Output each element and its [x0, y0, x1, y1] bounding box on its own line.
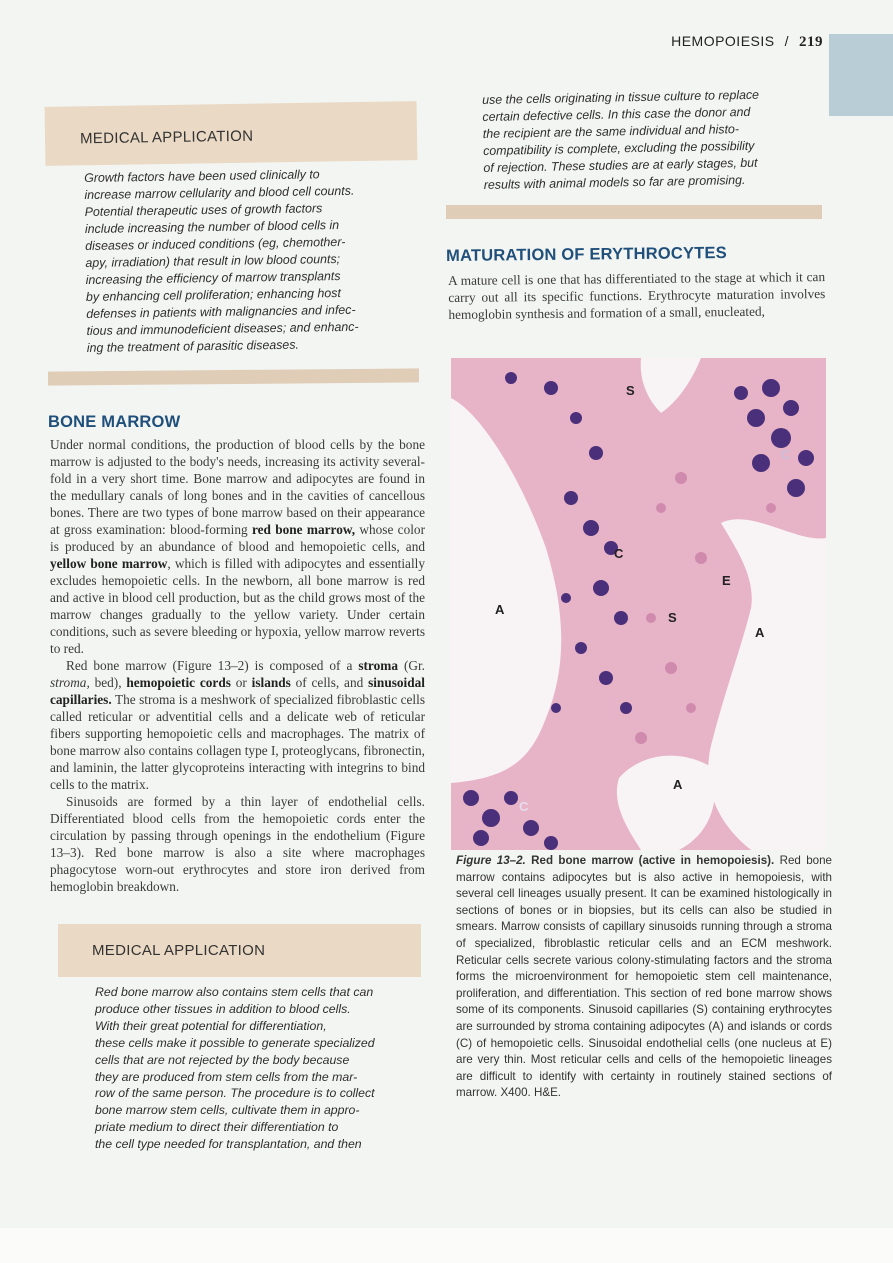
figure-label-cord: C [614, 546, 624, 561]
figure-label-cord: C [781, 447, 791, 462]
term-stroma: stroma [358, 658, 398, 673]
text-line: defenses in patients with malignancies and infec- [86, 302, 356, 321]
text-run: or [230, 675, 252, 690]
text-run: of cells, and [290, 675, 369, 690]
bone-marrow-body [50, 436, 425, 895]
text-line: priate medium to direct their differentiation to [95, 1120, 339, 1135]
term-greek-stroma: stroma, [50, 675, 90, 690]
header-separator: / [784, 33, 789, 49]
text-run: Under normal conditions, the production of blood cells by the bone marrow is adjusted to the body's needs, increasing its activity several-fold in a very short time. Bone marrow and adipocytes are found in the medullary canals of long bones and in the cavities of cancellous bones. There are two types of bone marrow based on their appearance at gross examination: blood-forming [50, 437, 425, 537]
medical-application-box-1 [45, 101, 418, 166]
micrograph-red-bone-marrow [451, 358, 826, 850]
text-line: With their great potential for differentiation, [95, 1018, 327, 1033]
text-run: , which is filled with adipocytes and essentially excludes hemopoietic cells. In the newborn, all bone marrow is red and active in blood cell production, but as the child grows most of the marrow changes gradually to the yellow variety. Under certain conditions, such as severe bleeding or hypoxia, yellow marrow reverts to red. [50, 556, 425, 656]
term-hemopoietic-cords: hemopoietic cords [126, 675, 231, 690]
text-run: bed), [89, 675, 127, 690]
medical-application-end-bar-1 [48, 368, 419, 385]
medical-application-box-2 [58, 924, 421, 977]
figure-title: Red bone marrow (active in hemopoiesis). [531, 854, 775, 867]
paragraph: Sinusoids are formed by a thin layer of endothelial cells. Differentiated blood cells from the hemopoietic cords enter the circulation by passing through openings in the endothelium (Figure 13–3). Red bone marrow is also a site where macrophages phagocytose worn-out erythrocytes and store iron derived from hemoglobin breakdown. [50, 794, 425, 894]
text-run: whose color is produced by an abundance of blood and hemopoietic cells, and [50, 522, 425, 554]
text-line: compatibility is complete, excluding the possibility [482, 138, 755, 158]
figure-label-sinusoid: S [668, 610, 677, 625]
text-line: certain defective cells. In this case the donor and [482, 104, 751, 124]
text-line: the recipient are the same individual and histo- [482, 122, 740, 141]
medical-application-end-bar-2 [446, 205, 822, 219]
text-line: ing the treatment of parasitic diseases. [86, 337, 300, 355]
text-line: they are produced from stem cells from the mar- [95, 1069, 358, 1084]
running-title: HEMOPOIESIS [671, 33, 775, 49]
text-line: diseases or induced conditions (eg, chemother- [85, 234, 346, 253]
text-line: Red bone marrow also contains stem cells that can [95, 985, 374, 999]
text-line: produce other tissues in addition to blood cells. [95, 1001, 351, 1016]
term-sinusoidal-capillaries: sinusoidal capillaries. [50, 675, 425, 707]
medical-application-heading-2: MEDICAL APPLICATION [92, 942, 266, 959]
section-heading-maturation: MATURATION OF ERYTHROCYTES [446, 244, 727, 265]
term-islands: islands [251, 675, 291, 690]
text-run: Red bone marrow (Figure 13–2) is composed of a [66, 658, 359, 673]
text-line: bone marrow stem cells, cultivate them in appro- [95, 1103, 360, 1118]
figure-label-adipocyte: A [755, 625, 765, 640]
text-line: results with animal models so far are promising. [483, 172, 746, 192]
text-line: increasing the efficiency of marrow transplants [85, 268, 341, 287]
medical-application-heading-1: MEDICAL APPLICATION [79, 127, 254, 148]
figure-label-endothelial-cell: E [722, 573, 731, 588]
text-run: The stroma is a meshwork of specialized fibroblastic cells called reticular or adventitial cells and a delicate web of reticular fibers supporting hemopoietic cells and macrophages. The matrix of bone marrow also contains collagen type I, proteoglycans, fibronectin, and laminin, the latter glycoproteins interacting with integrins to bind cells to the matrix. [50, 692, 425, 792]
text-line: cells that are not rejected by the body because [95, 1052, 350, 1067]
text-line: the cell type needed for transplantation, and then [95, 1137, 362, 1152]
page-number: 219 [799, 34, 823, 50]
text-line: include increasing the number of blood cells in [84, 218, 340, 236]
paragraph [50, 657, 425, 793]
term-yellow-bone-marrow: yellow bone marrow [50, 556, 168, 571]
medical-application-continued [482, 87, 761, 194]
text-line: apy, irradiation) that result in low blood counts; [85, 251, 341, 270]
medical-application-text-2 [95, 984, 375, 1153]
text-line: row of the same person. The procedure is to collect [95, 1086, 375, 1101]
text-line: increase marrow cellularity and blood cell counts. [84, 183, 355, 202]
figure-caption [456, 853, 832, 1102]
figure-label-adipocyte: A [673, 777, 683, 792]
figure-label-adipocyte: A [495, 602, 505, 617]
figure-number: Figure 13–2. [456, 854, 526, 867]
term-red-bone-marrow: red bone marrow, [251, 522, 356, 537]
medical-application-text-1 [84, 166, 359, 357]
text-line: Potential therapeutic uses of growth factors [84, 201, 323, 219]
chapter-tab [829, 34, 893, 116]
maturation-body: A mature cell is one that has differentiated to the stage at which it can carry out all its specific functions. Erythrocyte maturation involves hemoglobin synthesis and formation of a small, enucleated, [448, 269, 826, 322]
text-line: Growth factors have been used clinically to [84, 167, 320, 185]
paragraph [50, 436, 425, 657]
running-header [671, 33, 823, 51]
figure-caption-text: Red bone marrow contains adipocytes but is also active in hemopoiesis, with several cell lineages usually present. It can be examined histologically in sections of bones or in biopsies, but its cells can also be studied in smears. Marrow consists of capillary sinusoids running through a stroma of specialized, fibroblastic reticular cells and an ECM meshwork. Reticular cells secrete various colony-stimulating factors and the stroma forms the microenvironment for hemopoietic stem cell maintenance, proliferation, and differentiation. This section of red bone marrow shows some of its components. Sinusoid capillaries (S) containing erythrocytes are surrounded by stroma containing adipocytes (A) and islands or cords (C) of hemopoietic cells. Sinusoidal endothelial cells (one nucleus at E) are very thin. Most reticular cells and cells of the hemopoietic lineages are difficult to identify with certainty in routinely stained sections of marrow. X400. H&E. [456, 854, 833, 1100]
section-heading-bone-marrow: BONE MARROW [48, 413, 181, 431]
page-margin-bottom [0, 1228, 893, 1263]
text-line: of rejection. These studies are at early stages, but [483, 155, 758, 175]
text-line: these cells make it possible to generate specialized [95, 1035, 375, 1050]
text-line: tious and immunodeficient diseases; and enhanc- [86, 319, 359, 338]
text-run: (Gr. [397, 658, 425, 673]
figure-label-cord: C [519, 799, 529, 814]
text-line: use the cells originating in tissue culture to replace [482, 87, 760, 107]
figure-label-sinusoid: S [626, 383, 635, 398]
micrograph-image [451, 358, 826, 850]
text-line: by enhancing cell proliferation; enhancing host [85, 285, 341, 304]
